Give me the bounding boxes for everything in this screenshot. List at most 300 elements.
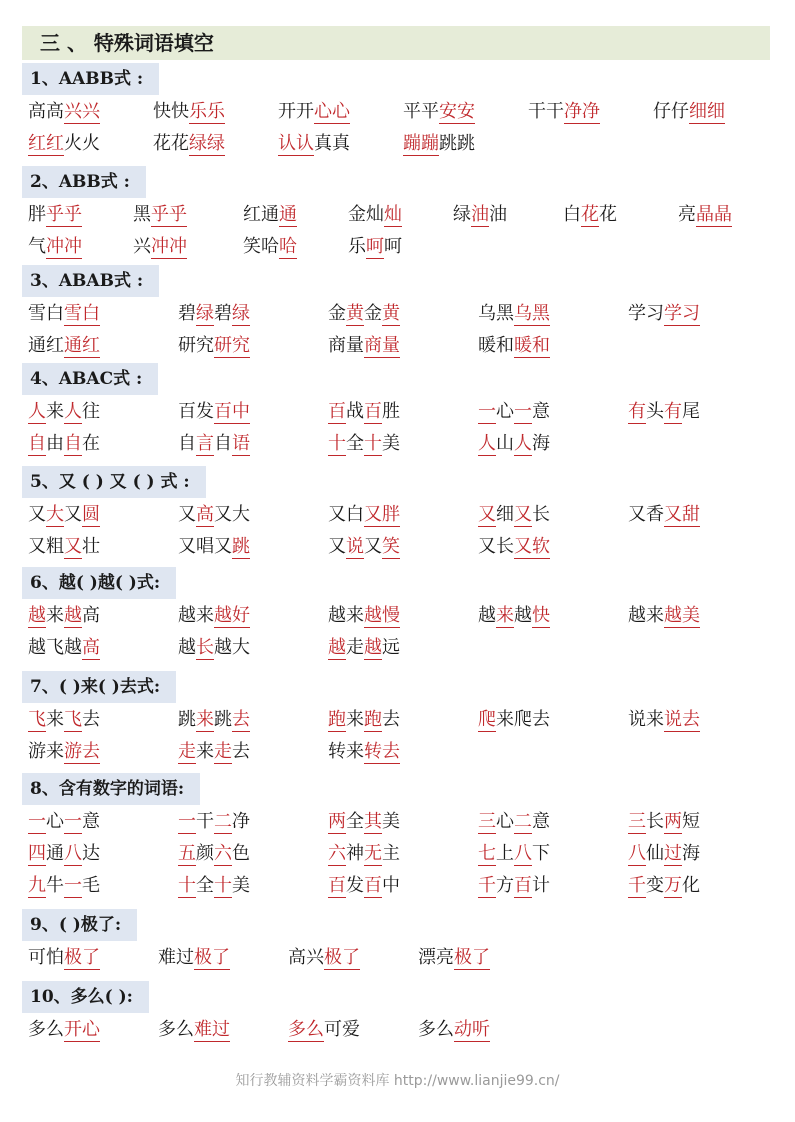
word-item	[28, 599, 100, 631]
word-item	[628, 837, 700, 869]
given-text: 来	[46, 401, 64, 422]
answer-fill: 十	[178, 875, 196, 896]
section-9	[22, 909, 774, 973]
given-text: 高兴	[288, 947, 324, 968]
given-text: 漂亮	[418, 947, 454, 968]
word-item	[628, 395, 700, 427]
word-item	[28, 805, 100, 837]
answer-fill: 圆	[82, 504, 100, 525]
word-item	[28, 703, 100, 735]
given-text: 来	[196, 741, 214, 762]
given-text: 学习	[628, 303, 664, 324]
answer-fill: 转去	[364, 741, 400, 762]
word-row	[22, 198, 774, 230]
given-text: 自	[178, 433, 196, 454]
word-row	[22, 837, 774, 869]
word-row	[22, 498, 774, 530]
word-item	[133, 198, 187, 230]
given-text: 毛	[82, 875, 100, 896]
answer-fill: 晶晶	[696, 204, 732, 225]
given-text: 海	[532, 433, 550, 454]
word-item	[178, 498, 250, 530]
word-item	[328, 599, 400, 631]
given-text: 变	[646, 875, 664, 896]
word-item	[178, 530, 250, 562]
given-text: 多么	[418, 1019, 454, 1040]
word-item	[628, 703, 700, 735]
answer-fill: 又胖	[364, 504, 400, 525]
given-text: 越大	[214, 637, 250, 658]
section-6	[22, 567, 774, 663]
answer-fill: 八	[628, 843, 646, 864]
word-item	[678, 198, 732, 230]
word-item	[328, 631, 400, 663]
word-row	[22, 631, 774, 663]
given-text: 可爱	[324, 1019, 360, 1040]
answer-fill: 百	[328, 875, 346, 896]
word-row	[22, 530, 774, 562]
word-item	[478, 837, 550, 869]
given-text: 又	[178, 504, 196, 525]
given-text: 来	[46, 709, 64, 730]
given-text: 自	[214, 433, 232, 454]
word-item	[478, 395, 550, 427]
word-item	[288, 941, 360, 973]
given-text: 在	[82, 433, 100, 454]
given-text: 高	[82, 605, 100, 626]
answer-fill: 千	[478, 875, 496, 896]
answer-fill: 言	[196, 433, 214, 454]
given-text: 意	[82, 811, 100, 832]
answer-fill: 十	[328, 433, 346, 454]
word-item	[403, 127, 475, 159]
word-item	[28, 95, 100, 127]
section-heading: 5、又 ( ) 又 ( ) 式 :	[22, 466, 206, 498]
answer-fill: 开心	[64, 1019, 100, 1040]
given-text: 转来	[328, 741, 364, 762]
answer-fill: 八	[64, 843, 82, 864]
answer-fill: 六	[214, 843, 232, 864]
answer-fill: 难过	[194, 1019, 230, 1040]
word-item	[478, 805, 550, 837]
given-text: 金灿	[348, 204, 384, 225]
word-item	[328, 735, 400, 767]
given-text: 全	[196, 875, 214, 896]
given-text: 长	[532, 504, 550, 525]
answer-fill: 人	[64, 401, 82, 422]
answer-fill: 花	[581, 204, 599, 225]
answer-fill: 有	[664, 401, 682, 422]
word-item	[28, 127, 100, 159]
word-row	[22, 427, 774, 459]
answer-fill: 说	[346, 536, 364, 557]
word-item	[28, 198, 82, 230]
answer-fill: 跑	[364, 709, 382, 730]
given-text: 意	[532, 401, 550, 422]
given-text: 商量	[328, 335, 364, 356]
word-item	[178, 427, 250, 459]
answer-fill: 走	[214, 741, 232, 762]
given-text: 花	[599, 204, 617, 225]
word-item	[278, 95, 350, 127]
given-text: 跳跳	[439, 133, 475, 154]
word-item	[348, 230, 402, 262]
answer-fill: 心心	[314, 101, 350, 122]
answer-fill: 人	[514, 433, 532, 454]
word-item	[153, 95, 225, 127]
answer-fill: 暖和	[514, 335, 550, 356]
word-item	[478, 703, 550, 735]
given-text: 细	[496, 504, 514, 525]
answer-fill: 学习	[664, 303, 700, 324]
word-item	[418, 1013, 490, 1045]
section-heading: 8、含有数字的词语:	[22, 773, 200, 805]
given-text: 花花	[153, 133, 189, 154]
word-item	[28, 869, 100, 901]
answer-fill: 越	[28, 605, 46, 626]
answer-fill: 过	[664, 843, 682, 864]
word-item	[28, 395, 100, 427]
given-text: 又唱又	[178, 536, 232, 557]
answer-fill: 极了	[64, 947, 100, 968]
answer-fill: 三	[628, 811, 646, 832]
answer-fill: 一	[64, 811, 82, 832]
given-text: 黑	[133, 204, 151, 225]
answer-fill: 来	[496, 605, 514, 626]
word-item	[178, 631, 250, 663]
word-row	[22, 230, 774, 262]
given-text: 壮	[82, 536, 100, 557]
given-text: 难过	[158, 947, 194, 968]
word-row	[22, 297, 774, 329]
answer-fill: 认认	[278, 133, 314, 154]
given-text: 越	[478, 605, 496, 626]
word-item	[178, 703, 250, 735]
given-text: 雪白	[28, 303, 64, 324]
given-text: 呵	[384, 236, 402, 257]
section-2	[22, 166, 774, 262]
answer-fill: 九	[28, 875, 46, 896]
answer-fill: 高	[82, 637, 100, 658]
word-item	[133, 230, 187, 262]
answer-fill: 黄	[382, 303, 400, 324]
given-text: 化	[682, 875, 700, 896]
word-item	[28, 837, 100, 869]
word-item	[28, 498, 100, 530]
answer-fill: 又	[478, 504, 496, 525]
word-item	[178, 805, 250, 837]
given-text: 又香	[628, 504, 664, 525]
given-text: 远	[382, 637, 400, 658]
answer-fill: 百中	[214, 401, 250, 422]
answer-fill: 语	[232, 433, 250, 454]
section-heading: 10、多么( ):	[22, 981, 149, 1013]
word-row	[22, 127, 774, 159]
given-text: 火火	[64, 133, 100, 154]
word-item	[478, 530, 550, 562]
word-item	[328, 869, 400, 901]
section-heading: 2、ABB式 :	[22, 166, 146, 198]
given-text: 仔仔	[653, 101, 689, 122]
section-1	[22, 63, 774, 159]
answer-fill: 百	[364, 401, 382, 422]
word-item	[178, 837, 250, 869]
answer-fill: 一	[64, 875, 82, 896]
answer-fill: 长	[196, 637, 214, 658]
answer-fill: 跑	[328, 709, 346, 730]
word-item	[628, 498, 700, 530]
answer-fill: 乎乎	[151, 204, 187, 225]
given-text: 走	[346, 637, 364, 658]
word-row	[22, 735, 774, 767]
answer-fill: 极了	[194, 947, 230, 968]
given-text: 越来	[628, 605, 664, 626]
given-text: 神	[346, 843, 364, 864]
section-5	[22, 466, 774, 562]
given-text: 上	[496, 843, 514, 864]
answer-fill: 高	[196, 504, 214, 525]
answer-fill: 一	[514, 401, 532, 422]
given-text: 又粗	[28, 536, 64, 557]
given-text: 来	[46, 605, 64, 626]
given-text: 多么	[28, 1019, 64, 1040]
answer-fill: 有	[628, 401, 646, 422]
word-item	[328, 427, 400, 459]
section-heading: 3、ABAB式 :	[22, 265, 159, 297]
given-text: 干	[196, 811, 214, 832]
word-item	[528, 95, 600, 127]
word-item	[28, 1013, 100, 1045]
word-item	[28, 941, 100, 973]
given-text: 由	[46, 433, 64, 454]
given-text: 又	[364, 536, 382, 557]
answer-fill: 十	[364, 433, 382, 454]
answer-fill: 又	[64, 536, 82, 557]
answer-fill: 通	[279, 204, 297, 225]
answer-fill: 乐乐	[189, 101, 225, 122]
word-item	[328, 530, 400, 562]
word-item	[328, 395, 400, 427]
answer-fill: 多么	[288, 1019, 324, 1040]
word-item	[328, 703, 400, 735]
given-text: 兴	[133, 236, 151, 257]
given-text: 颜	[196, 843, 214, 864]
answer-fill: 极了	[454, 947, 490, 968]
answer-fill: 爬	[478, 709, 496, 730]
given-text: 可怕	[28, 947, 64, 968]
given-text: 去	[82, 709, 100, 730]
answer-fill: 绿	[196, 303, 214, 324]
word-row	[22, 805, 774, 837]
given-text: 快快	[153, 101, 189, 122]
answer-fill: 来	[196, 709, 214, 730]
answer-fill: 净净	[564, 101, 600, 122]
answer-fill: 两	[664, 811, 682, 832]
answer-fill: 乌黑	[514, 303, 550, 324]
given-text: 越来	[328, 605, 364, 626]
answer-fill: 灿	[384, 204, 402, 225]
answer-fill: 越美	[664, 605, 700, 626]
section-4	[22, 363, 774, 459]
answer-fill: 百	[328, 401, 346, 422]
answer-fill: 越慢	[364, 605, 400, 626]
given-text: 多么	[158, 1019, 194, 1040]
answer-fill: 越	[364, 637, 382, 658]
given-text: 碧	[178, 303, 196, 324]
given-text: 游来	[28, 741, 64, 762]
given-text: 干干	[528, 101, 564, 122]
answer-fill: 又	[514, 504, 532, 525]
word-item	[153, 127, 225, 159]
word-item	[178, 869, 250, 901]
given-text: 又	[64, 504, 82, 525]
answer-fill: 绿绿	[189, 133, 225, 154]
word-item	[453, 198, 507, 230]
word-item	[653, 95, 725, 127]
given-text: 百发	[178, 401, 214, 422]
word-row	[22, 869, 774, 901]
word-row	[22, 1013, 774, 1045]
word-item	[243, 230, 297, 262]
word-item	[328, 805, 400, 837]
word-item	[348, 198, 402, 230]
section-heading: 6、越( )越( )式:	[22, 567, 176, 599]
answer-fill: 绿	[232, 303, 250, 324]
given-text: 通	[46, 843, 64, 864]
word-item	[178, 395, 250, 427]
given-text: 油	[489, 204, 507, 225]
answer-fill: 越	[64, 605, 82, 626]
given-text: 乌黑	[478, 303, 514, 324]
given-text: 乐	[348, 236, 366, 257]
word-item	[178, 735, 250, 767]
answer-fill: 细细	[689, 101, 725, 122]
section-10	[22, 981, 774, 1045]
answer-fill: 说去	[664, 709, 700, 730]
answer-fill: 乎乎	[46, 204, 82, 225]
answer-fill: 八	[514, 843, 532, 864]
answer-fill: 兴兴	[64, 101, 100, 122]
answer-fill: 千	[628, 875, 646, 896]
answer-fill: 跳	[232, 536, 250, 557]
answer-fill: 又软	[514, 536, 550, 557]
given-text: 全	[346, 811, 364, 832]
word-item	[158, 1013, 230, 1045]
word-row	[22, 95, 774, 127]
given-text: 跳	[214, 709, 232, 730]
given-text: 金	[364, 303, 382, 324]
answer-fill: 油	[471, 204, 489, 225]
given-text: 去	[232, 741, 250, 762]
answer-fill: 人	[478, 433, 496, 454]
answer-fill: 百	[364, 875, 382, 896]
answer-fill: 走	[178, 741, 196, 762]
answer-fill: 二	[214, 811, 232, 832]
given-text: 长	[646, 811, 664, 832]
given-text: 真真	[314, 133, 350, 154]
given-text: 往	[82, 401, 100, 422]
given-text: 又	[328, 536, 346, 557]
given-text: 心	[496, 811, 514, 832]
word-item	[28, 427, 100, 459]
word-row	[22, 599, 774, 631]
given-text: 海	[682, 843, 700, 864]
given-text: 越	[514, 605, 532, 626]
word-item	[328, 329, 400, 361]
answer-fill: 人	[28, 401, 46, 422]
answer-fill: 自	[64, 433, 82, 454]
answer-fill: 游去	[64, 741, 100, 762]
given-text: 跳	[178, 709, 196, 730]
given-text: 山	[496, 433, 514, 454]
answer-fill: 六	[328, 843, 346, 864]
answer-fill: 蹦蹦	[403, 133, 439, 154]
answer-fill: 七	[478, 843, 496, 864]
section-heading: 1、AABB式 :	[22, 63, 159, 95]
answer-fill: 黄	[346, 303, 364, 324]
word-item	[243, 198, 297, 230]
given-text: 下	[532, 843, 550, 864]
given-text: 美	[382, 811, 400, 832]
answer-fill: 越	[328, 637, 346, 658]
footer-watermark: 知行教辅资料学霸资料库 http://www.lianjie99.cn/	[235, 1073, 560, 1089]
answer-fill: 飞	[28, 709, 46, 730]
word-item	[628, 599, 700, 631]
answer-fill: 四	[28, 843, 46, 864]
word-row	[22, 941, 774, 973]
page-title: 三 、 特殊词语填空	[22, 26, 770, 60]
answer-fill: 动听	[454, 1019, 490, 1040]
answer-fill: 红红	[28, 133, 64, 154]
answer-fill: 商量	[364, 335, 400, 356]
answer-fill: 大	[46, 504, 64, 525]
word-item	[478, 427, 550, 459]
given-text: 胜	[382, 401, 400, 422]
given-text: 说来	[628, 709, 664, 730]
word-item	[628, 297, 700, 329]
word-item	[628, 805, 700, 837]
word-item	[28, 329, 100, 361]
given-text: 美	[382, 433, 400, 454]
word-item	[478, 297, 550, 329]
given-text: 净	[232, 811, 250, 832]
given-text: 来爬去	[496, 709, 550, 730]
given-text: 仙	[646, 843, 664, 864]
given-text: 短	[682, 811, 700, 832]
section-heading: 9、( )极了:	[22, 909, 137, 941]
answer-fill: 百	[514, 875, 532, 896]
answer-fill: 冲冲	[151, 236, 187, 257]
answer-fill: 极了	[324, 947, 360, 968]
given-text: 主	[382, 843, 400, 864]
answer-fill: 哈	[279, 236, 297, 257]
answer-fill: 通红	[64, 335, 100, 356]
answer-fill: 一	[178, 811, 196, 832]
given-text: 又大	[214, 504, 250, 525]
given-text: 战	[346, 401, 364, 422]
word-item	[288, 1013, 360, 1045]
word-item	[418, 941, 490, 973]
given-text: 又长	[478, 536, 514, 557]
answer-fill: 快	[532, 605, 550, 626]
answer-fill: 越好	[214, 605, 250, 626]
word-item	[28, 631, 100, 663]
word-row	[22, 703, 774, 735]
section-3	[22, 265, 774, 361]
given-text: 笑哈	[243, 236, 279, 257]
word-item	[328, 837, 400, 869]
word-item	[178, 599, 250, 631]
